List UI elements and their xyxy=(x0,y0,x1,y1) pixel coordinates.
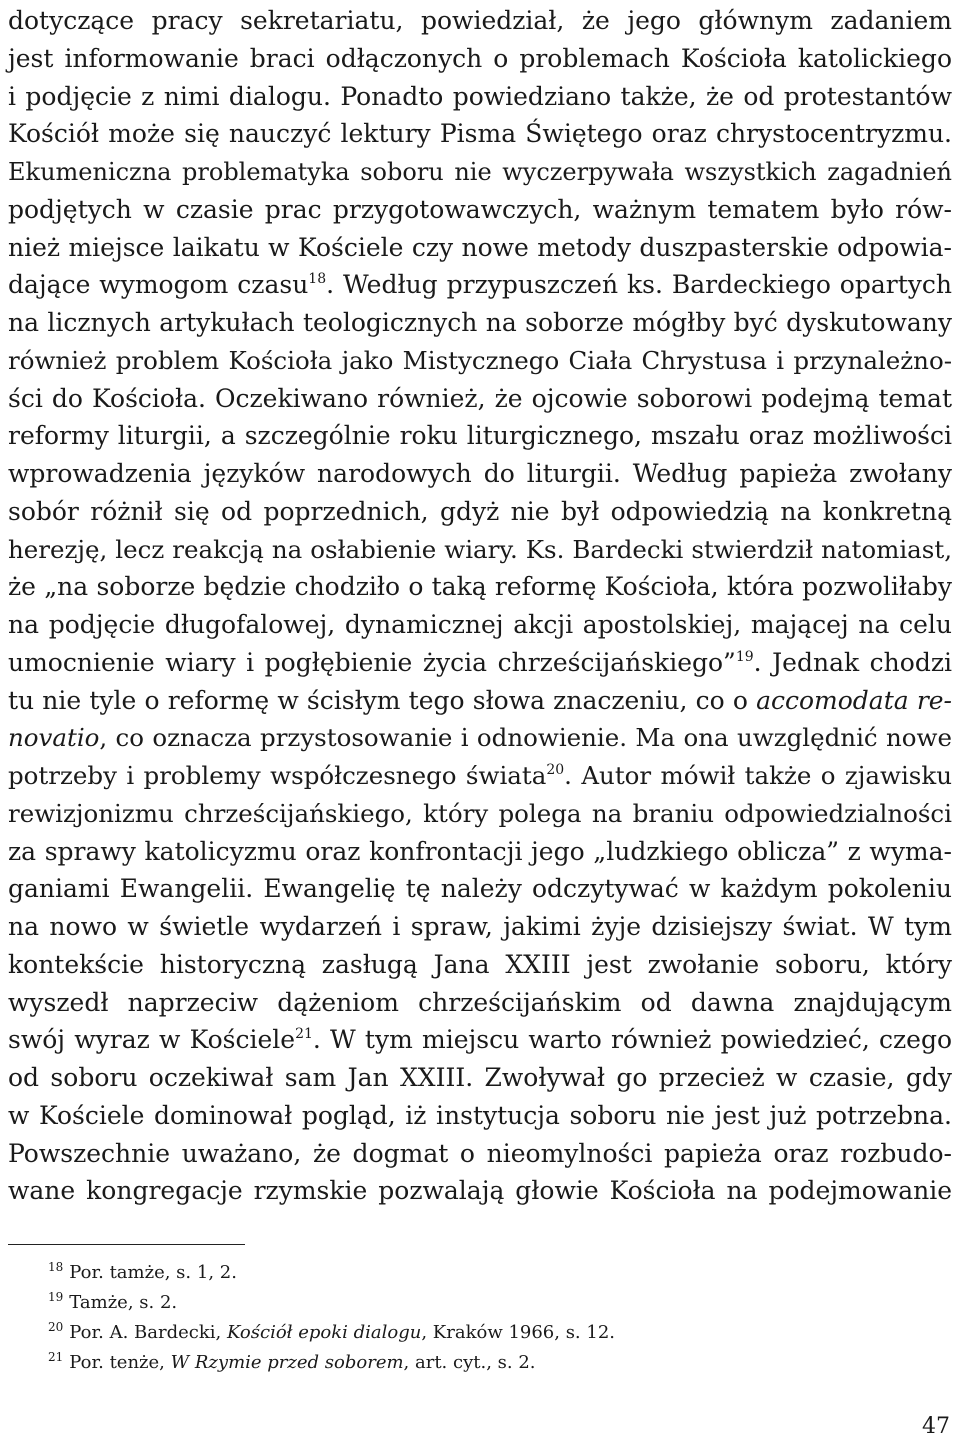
page-number: 47 xyxy=(922,1414,950,1439)
footnote-number: 18 xyxy=(48,1260,64,1274)
text-line xyxy=(8,1021,952,1059)
footnote-text: Por. tamże, s. 1, 2. xyxy=(69,1262,237,1283)
footnote-ref: 21 xyxy=(295,1026,313,1043)
text-line: ści do Kościoła. Oczekiwano również, że ojcowie soborowi podejmą temat xyxy=(8,383,952,413)
text-line: nież miejsce laikatu w Kościele czy nowe metody duszpasterskie odpowia- xyxy=(8,232,952,262)
text-line: Kościół może się nauczyć lektury Pisma Świętego oraz chrystocentryzmu. xyxy=(8,119,952,149)
text-line xyxy=(8,266,952,304)
text-line: ganiami Ewangelii. Ewangelię tę należy odczytywać w każdym pokoleniu xyxy=(8,874,952,904)
footnote-text: Por. tenże, xyxy=(69,1352,171,1373)
footnote-text: Por. A. Bardecki, xyxy=(69,1322,227,1343)
footnote-number: 20 xyxy=(48,1320,64,1334)
footnote-text: Tamże, s. 2. xyxy=(69,1292,178,1313)
text-line: wyszedł naprzeciw dążeniom chrześcijańskim od dawna znajdującym xyxy=(8,987,952,1017)
footnote xyxy=(48,1314,615,1346)
text-span: . Autor mówił także o zjawisku xyxy=(564,761,953,790)
footnote xyxy=(48,1254,237,1286)
footnote-ref: 18 xyxy=(308,271,327,288)
text-line: na nowo w świetle wydarzeń i spraw, jakimi żyje dzisiejszy świat. W tym xyxy=(8,912,952,941)
footnote-ref: 19 xyxy=(735,648,754,665)
text-line: również problem Kościoła jako Mistycznego Ciała Chrystusa i przynależno- xyxy=(8,345,952,375)
text-line: wprowadzenia języków narodowych do liturgii. Według papieża zwołany xyxy=(8,459,952,488)
text-line: reformy liturgii, a szczególnie roku liturgicznego, mszału oraz możliwości xyxy=(8,421,952,451)
text-line: za sprawy katolicyzmu oraz konfrontacji jego „ludzkiego oblicza” z wyma- xyxy=(8,836,952,866)
text-line xyxy=(8,682,952,720)
footnote-text: , Kraków 1966, s. 12. xyxy=(421,1322,616,1343)
text-line: herezję, lecz reakcją na osłabienie wiary. Ks. Bardecki stwierdził natomiast, xyxy=(8,534,952,564)
text-line: dotyczące pracy sekretariatu, powiedział, że jego głównym zadaniem xyxy=(8,6,952,35)
text-span: . Według przypuszczeń ks. Bardeckiego opartych xyxy=(326,270,952,300)
footnote-ref: 20 xyxy=(546,762,565,778)
text-span: , co oznacza przystosowanie i odnowienie. Ma ona uwzględnić nowe xyxy=(99,723,952,753)
text-line: Powszechnie uważano, że dogmat o nieomylności papieża oraz rozbudo- xyxy=(8,1138,952,1168)
text-line: wane kongregacje rzymskie pozwalają głowie Kościoła na podejmowanie xyxy=(8,1176,952,1206)
footnote-number: 19 xyxy=(48,1290,64,1304)
text-span: potrzeby i problemy współczesnego świata xyxy=(8,761,547,790)
text-line: na podjęcie długofalowej, dynamicznej akcji apostolskiej, mającej na celu xyxy=(8,610,952,639)
italic-text: novatio xyxy=(8,723,100,753)
text-line xyxy=(8,757,952,795)
footnote-number: 21 xyxy=(48,1350,64,1364)
text-line: na licznych artykułach teologicznych na soborze mógłby być dyskutowany xyxy=(8,308,952,337)
text-line: że „na soborze będzie chodziło o taką reformę Kościoła, która pozwoliłaby xyxy=(8,572,952,602)
text-line: w Kościele dominował pogląd, iż instytucja soboru nie jest już potrzebna. xyxy=(8,1100,952,1130)
text-line: od soboru oczekiwał sam Jan XXIII. Zwoływał go przecież w czasie, gdy xyxy=(8,1063,952,1092)
text-span: swój wyraz w Kościele xyxy=(8,1025,296,1055)
text-line xyxy=(8,719,952,757)
text-span: umocnienie wiary i pogłębienie życia chrześcijańskiego” xyxy=(8,647,736,677)
text-line: sobór różnił się od poprzednich, gdyż nie był odpowiedzią na konkretną xyxy=(8,496,952,526)
text-line: rewizjonizmu chrześcijańskiego, który polega na braniu odpowiedzialności xyxy=(8,798,952,828)
text-span: tu nie tyle o reformę w ścisłym tego słowa znaczeniu, co o xyxy=(8,685,757,715)
text-span: . Jednak chodzi xyxy=(753,647,953,677)
text-line: podjętych w czasie prac przygotowawczych, ważnym tematem było rów- xyxy=(8,194,952,224)
italic-text: accomodata re- xyxy=(756,685,953,715)
text-span: dające wymogom czasu xyxy=(8,270,309,300)
footnote-title: W Rzymie przed soborem xyxy=(170,1352,404,1373)
footnote xyxy=(48,1344,536,1376)
footnote xyxy=(48,1284,177,1316)
footnote-separator xyxy=(8,1244,245,1245)
footnote-title: Kościół epoki dialogu xyxy=(226,1322,422,1343)
text-line: kontekście historyczną zasługą Jana XXIII jest zwołanie soboru, który xyxy=(8,949,952,979)
text-line: Ekumeniczna problematyka soboru nie wyczerpywała wszystkich zagadnień xyxy=(8,158,952,186)
text-line: i podjęcie z nimi dialogu. Ponadto powiedziano także, że od protestantów xyxy=(8,81,952,111)
footnote-text: , art. cyt., s. 2. xyxy=(403,1352,536,1373)
text-span: . W tym miejscu warto również powiedzieć, czego xyxy=(312,1025,952,1055)
text-line: jest informowanie braci odłączonych o problemach Kościoła katolickiego xyxy=(8,43,952,73)
text-line xyxy=(8,644,952,682)
